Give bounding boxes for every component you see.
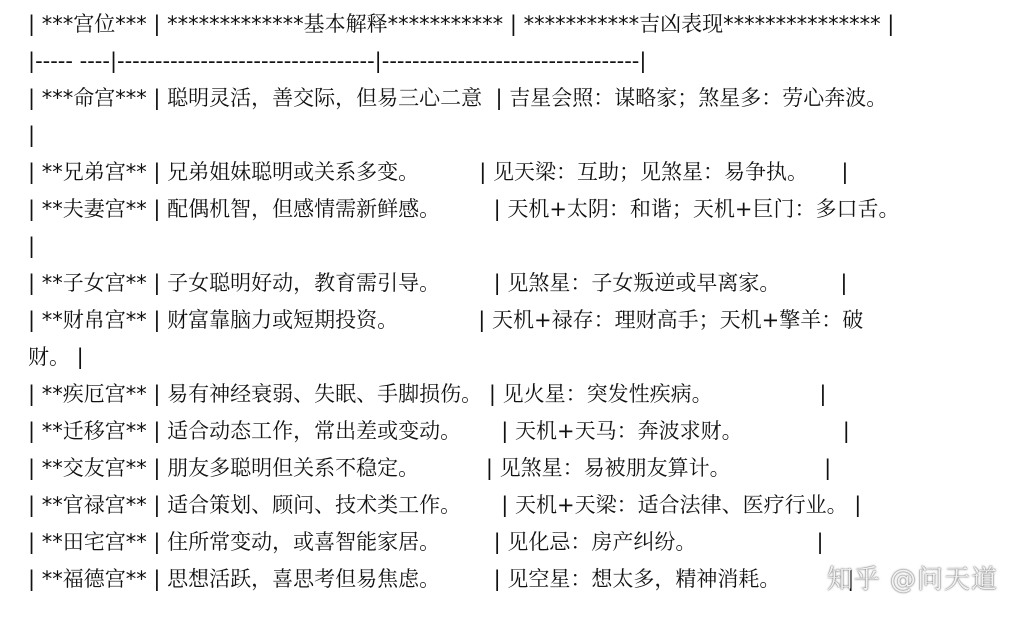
table-row-jiaoyou: | **交友宫** | 朋友多聪明但关系不稳定。 | 见煞星：易被朋友算计。 | [28, 456, 832, 480]
table-row-caibo-wrap: 财。 | [28, 345, 84, 369]
table-header-row: | ***宫位*** | *************基本解释*********** | ***********吉凶表现*************** | [28, 12, 895, 36]
watermark: 知乎 @问天道 [826, 565, 998, 595]
table-row-fude: | **福德宫** | 思想活跃，喜思考但易焦虑。 | 见空星：想太多，精神消耗。 | [28, 567, 855, 591]
table-row-guanlu: | **官禄宫** | 适合策划、顾问、技术类工作。 | 天机+天梁：适合法律、医疗行业。 | [28, 493, 862, 517]
table-row-jie: | **疾厄宫** | 易有神经衰弱、失眠、手脚损伤。 | 见火星：突发性疾病。 | [28, 382, 827, 406]
table-row-tianzhai: | **田宅宫** | 住所常变动，或喜智能家居。 | 见化忌：房产纠纷。 | [28, 530, 824, 554]
markdown-table-text [28, 6, 1020, 598]
table-row-xiongdi: | **兄弟宫** | 兄弟姐妹聪明或关系多变。 | 见天梁：互助；见煞星：易争执。 | [28, 160, 849, 184]
table-row-fuqi-wrap: | [28, 234, 36, 258]
table-row-zinv: | **子女宫** | 子女聪明好动，教育需引导。 | 见煞星：子女叛逆或早离家。 | [28, 271, 848, 295]
table-row-fuqi: | **夫妻宫** | 配偶机智，但感情需新鲜感。 | 天机+太阴：和谐；天机+巨门：多口舌。 [28, 197, 900, 221]
table-row-caibo: | **财帛宫** | 财富靠脑力或短期投资。 | 天机+禄存：理财高手；天机+擎羊：破 [28, 308, 864, 332]
table-row-qianyi: | **迁移宫** | 适合动态工作，常出差或变动。 | 天机+天马：奔波求财。 | [28, 419, 850, 443]
table-row-ming: | ***命宫*** | 聪明灵活，善交际，但易三心二意 | 吉星会照：谋略家；煞星多：劳心奔波。 [28, 86, 888, 110]
table-separator-row: |----- ----|----------------------------------|----------------------------------| [28, 49, 647, 73]
table-row-ming-wrap: | [28, 123, 36, 147]
